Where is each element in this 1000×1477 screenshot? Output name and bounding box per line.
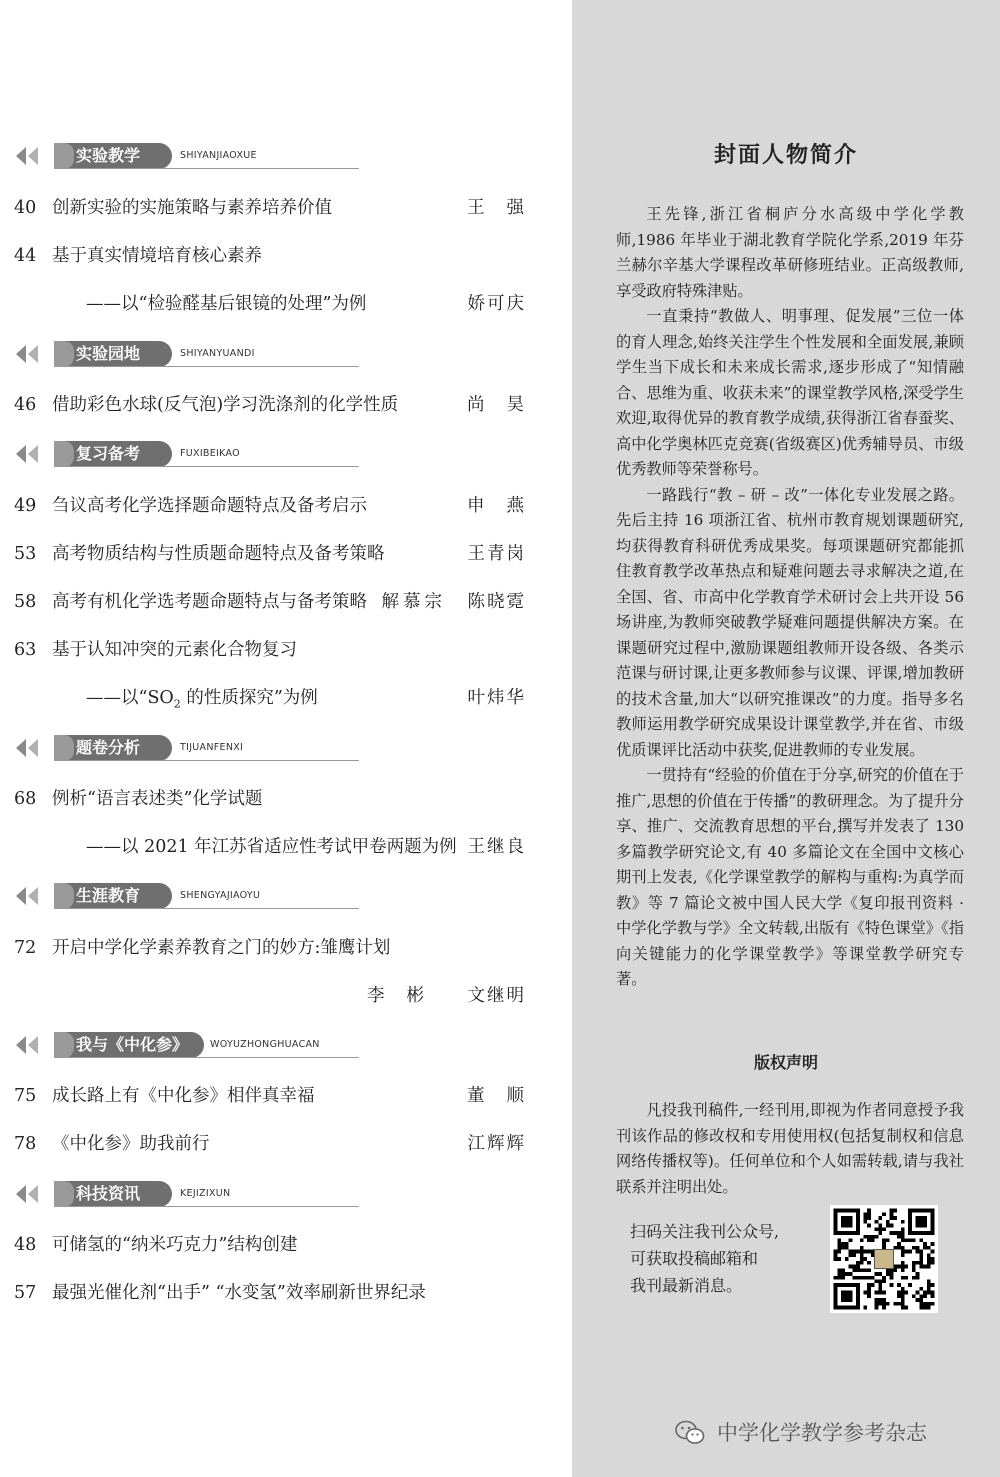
author-name: 陈晓霓	[467, 592, 526, 612]
toc-entry[interactable]	[14, 391, 546, 419]
copyright-heading: 版权声明	[753, 1053, 818, 1072]
toc-entry[interactable]	[14, 1279, 524, 1307]
section-label	[54, 1032, 204, 1058]
section-label-text: 复习备考	[76, 444, 141, 463]
section-divider	[54, 366, 359, 367]
article-title-part: ——以“SO	[86, 688, 174, 708]
section-label	[54, 441, 172, 467]
bio-paragraph: 王先锋,浙江省桐庐分水高级中学化学教师,1986 年毕业于湖北教育学院化学系,2019 年芬兰赫尔辛基大学课程改革研修班结业。正高级教师,享受政府特殊津贴。	[616, 205, 964, 300]
author-name: 文继明	[467, 986, 526, 1006]
toc-entry[interactable]	[14, 588, 524, 616]
coauthor-name: 解慕宗	[381, 592, 446, 612]
toc-entry[interactable]	[14, 1082, 546, 1110]
page-number: 63	[14, 640, 37, 660]
double-arrow-left-icon	[14, 145, 44, 167]
toc-entry[interactable]	[14, 194, 546, 222]
section-pinyin: KEJIZIXUN	[180, 1188, 231, 1199]
follow-line: 可获取投稿邮箱和	[630, 1249, 759, 1268]
page-number: 40	[14, 198, 37, 218]
author-name: 申燕	[467, 496, 546, 516]
author-name: 董顺	[467, 1086, 546, 1106]
section-label	[54, 1181, 172, 1207]
article-title: 刍议高考化学选择题命题特点及备考启示	[52, 496, 367, 516]
section-header	[14, 143, 359, 169]
article-title-part: 的性质探究”为例	[180, 688, 318, 708]
article-title: 可储氢的“纳米巧克力”结构创建	[52, 1235, 298, 1255]
copyright-paragraph: 凡投我刊稿件,一经刊用,即视为作者同意授予我刊该作品的修改权和专用使用权(包括复制权和信息网络传播权等)。任何单位和个人如需转载,请与我社联系并注明出处。	[616, 1101, 964, 1196]
section-label-tab	[54, 143, 74, 169]
page-number: 46	[14, 395, 37, 415]
section-label-text: 实验园地	[76, 344, 141, 363]
article-title: 例析“语言表述类”化学试题	[52, 789, 263, 809]
follow-line: 我刊最新消息。	[630, 1276, 743, 1295]
double-arrow-left-icon	[14, 1183, 44, 1205]
follow-line: 扫码关注我刊公众号,	[630, 1222, 780, 1241]
section-header	[14, 1181, 359, 1207]
cover-figure-heading: 封面人物简介	[713, 142, 858, 168]
bio-paragraph: 一直秉持“教做人、明事理、促发展”三位一体的育人理念,始终关注学生个性发展和全面发展,兼顾学生当下成长和未来成长需求,逐步形成了“知情融合、思维为重、收获未来”的课堂教学风格,深受学生欢迎,取得优异的教育教学成绩,获得浙江省春蚕奖、高中化学奥林匹克竞赛(省级赛区)优秀辅导员、市级优秀教师等荣誉称号。	[616, 307, 964, 478]
bio-paragraph: 一贯持有“经验的价值在于分享,研究的价值在于推广,思想的价值在于传播”的教研理念。为了提升分享、推广、交流教育思想的平台,撰写并发表了 130 多篇教学研究论文,有 40 多篇论文在全国中文核心期刊上发表,《化学课堂教学的解构与重构:为真学而教》等 7 篇论文被中国人民大学《复印报刊资料 · 中学化学教与学》全文转载,出版有《特色课堂》《指向关键能力的化学课堂教学》等课堂教学研究专著。	[616, 766, 964, 988]
section-pinyin: WOYUZHONGHUACAN	[210, 1039, 320, 1050]
toc-entry[interactable]	[14, 1130, 524, 1158]
page-number: 68	[14, 789, 37, 809]
section-header	[14, 735, 359, 761]
toc-entry[interactable]	[14, 636, 524, 664]
page-number: 58	[14, 592, 37, 612]
author-name: 尚昊	[467, 395, 546, 415]
toc-entry[interactable]	[14, 290, 524, 318]
section-pinyin: FUXIBEIKAO	[180, 448, 240, 459]
toc-entry[interactable]	[14, 934, 524, 962]
page-number: 53	[14, 544, 37, 564]
section-label-text: 科技资讯	[76, 1184, 141, 1203]
article-subtitle: ——以 2021 年江苏省适应性考试甲卷两题为例	[86, 837, 457, 857]
section-label	[54, 735, 172, 761]
toc-entry[interactable]	[14, 1231, 524, 1259]
section-label-tab	[54, 735, 74, 761]
page-number: 72	[14, 938, 37, 958]
section-label-tab	[54, 441, 74, 467]
page-number: 49	[14, 496, 37, 516]
toc-entry[interactable]	[14, 785, 524, 813]
section-divider	[54, 466, 359, 467]
section-divider	[54, 1206, 359, 1207]
wechat-watermark	[675, 1416, 975, 1450]
bio-paragraph: 一路践行“教 – 研 – 改”一体化专业发展之路。先后主持 16 项浙江省、杭州市教育规划课题研究,均获得教育科研优秀成果奖。每项课题研究都能抓住教育教学改革热点和疑难问题去寻求解决之道,在全国、省、市高中化学教育学术研讨会上共开设 56 场讲座,为教师突破教学疑难问题提供解决方案。在课题研究过程中,激励课题组教师开设各级、各类示范课与研讨课,让更多教师参与议课、评课,增加教研的技术含量,加大“以研究推课改”的力度。指导多名教师运用教学研究成果设计课堂教学,并在省、市级优质课评比活动中获奖,促进教师的专业发展。	[616, 485, 964, 759]
qr-code-icon[interactable]	[830, 1205, 938, 1313]
author-name: 叶炜华	[467, 688, 526, 708]
author-name: 江辉辉	[467, 1134, 526, 1154]
article-title: 高考物质结构与性质题命题特点及备考策略	[52, 544, 385, 564]
page-number: 44	[14, 246, 37, 266]
section-header	[14, 1032, 359, 1058]
section-pinyin: SHIYANJIAOXUE	[180, 150, 257, 161]
section-divider	[54, 168, 359, 169]
wechat-icon	[675, 1420, 705, 1446]
article-title: 创新实验的实施策略与素养培养价值	[52, 198, 332, 218]
copyright-notice	[616, 1098, 964, 1200]
toc-entry[interactable]	[14, 540, 524, 568]
article-title: 基于认知冲突的元素化合物复习	[52, 640, 297, 660]
subscript-number: 2	[173, 697, 181, 711]
article-title: 开启中学化学素养教育之门的妙方:雏鹰计划	[52, 938, 391, 958]
section-label-text: 我与《中化参》	[76, 1035, 189, 1054]
double-arrow-left-icon	[14, 343, 44, 365]
page-number: 78	[14, 1134, 37, 1154]
author-name: 王强	[467, 198, 546, 218]
section-label-text: 题卷分析	[76, 738, 141, 757]
section-label-text: 实验教学	[76, 146, 141, 165]
toc-entry[interactable]	[14, 833, 524, 861]
article-title: 成长路上有《中化参》相伴真幸福	[52, 1086, 315, 1106]
coauthor-name: 李彬	[367, 986, 446, 1006]
watermark-text: 中学化学教学参考杂志	[717, 1421, 927, 1445]
double-arrow-left-icon	[14, 443, 44, 465]
section-pinyin: TIJUANFENXI	[180, 742, 244, 753]
article-title: 基于真实情境培育核心素养	[52, 246, 262, 266]
section-label-tab	[54, 1181, 74, 1207]
section-header	[14, 341, 359, 367]
article-title: 借助彩色水球(反气泡)学习洗涤剂的化学性质	[52, 395, 399, 415]
section-label	[54, 143, 172, 169]
article-subtitle: ——以“检验醛基后银镜的处理”为例	[86, 294, 367, 314]
toc-entry[interactable]	[14, 492, 546, 520]
cover-figure-panel	[572, 0, 1000, 1477]
section-label-tab	[54, 341, 74, 367]
section-label-tab	[54, 1032, 74, 1058]
section-label	[54, 883, 172, 909]
double-arrow-left-icon	[14, 737, 44, 759]
double-arrow-left-icon	[14, 1034, 44, 1056]
toc-entry[interactable]	[14, 242, 524, 270]
author-name: 王青岗	[467, 544, 526, 564]
author-name: 娇可庆	[467, 294, 526, 314]
section-header	[14, 441, 359, 467]
section-pinyin: SHIYANYUANDI	[180, 348, 255, 359]
section-divider	[54, 760, 359, 761]
page-number: 75	[14, 1086, 37, 1106]
section-divider	[54, 908, 359, 909]
toc-entry[interactable]	[14, 684, 524, 712]
article-title: 最强光催化剂“出手” “水变氢”效率刷新世界纪录	[52, 1283, 426, 1303]
page-number: 48	[14, 1235, 37, 1255]
section-label	[54, 341, 172, 367]
article-title	[86, 684, 318, 719]
section-label-text: 生涯教育	[76, 886, 141, 905]
double-arrow-left-icon	[14, 885, 44, 907]
section-label-tab	[54, 883, 74, 909]
toc-entry[interactable]	[14, 982, 524, 1010]
article-title: 高考有机化学选考题命题特点与备考策略	[52, 592, 367, 612]
cover-figure-bio	[616, 202, 964, 993]
follow-prompt	[630, 1218, 820, 1299]
author-name: 王继良	[467, 837, 526, 857]
section-divider	[54, 1057, 359, 1058]
section-pinyin: SHENGYAJIAOYU	[180, 890, 261, 901]
article-title: 《中化参》助我前行	[52, 1134, 210, 1154]
section-header	[14, 883, 359, 909]
page-number: 57	[14, 1283, 37, 1303]
